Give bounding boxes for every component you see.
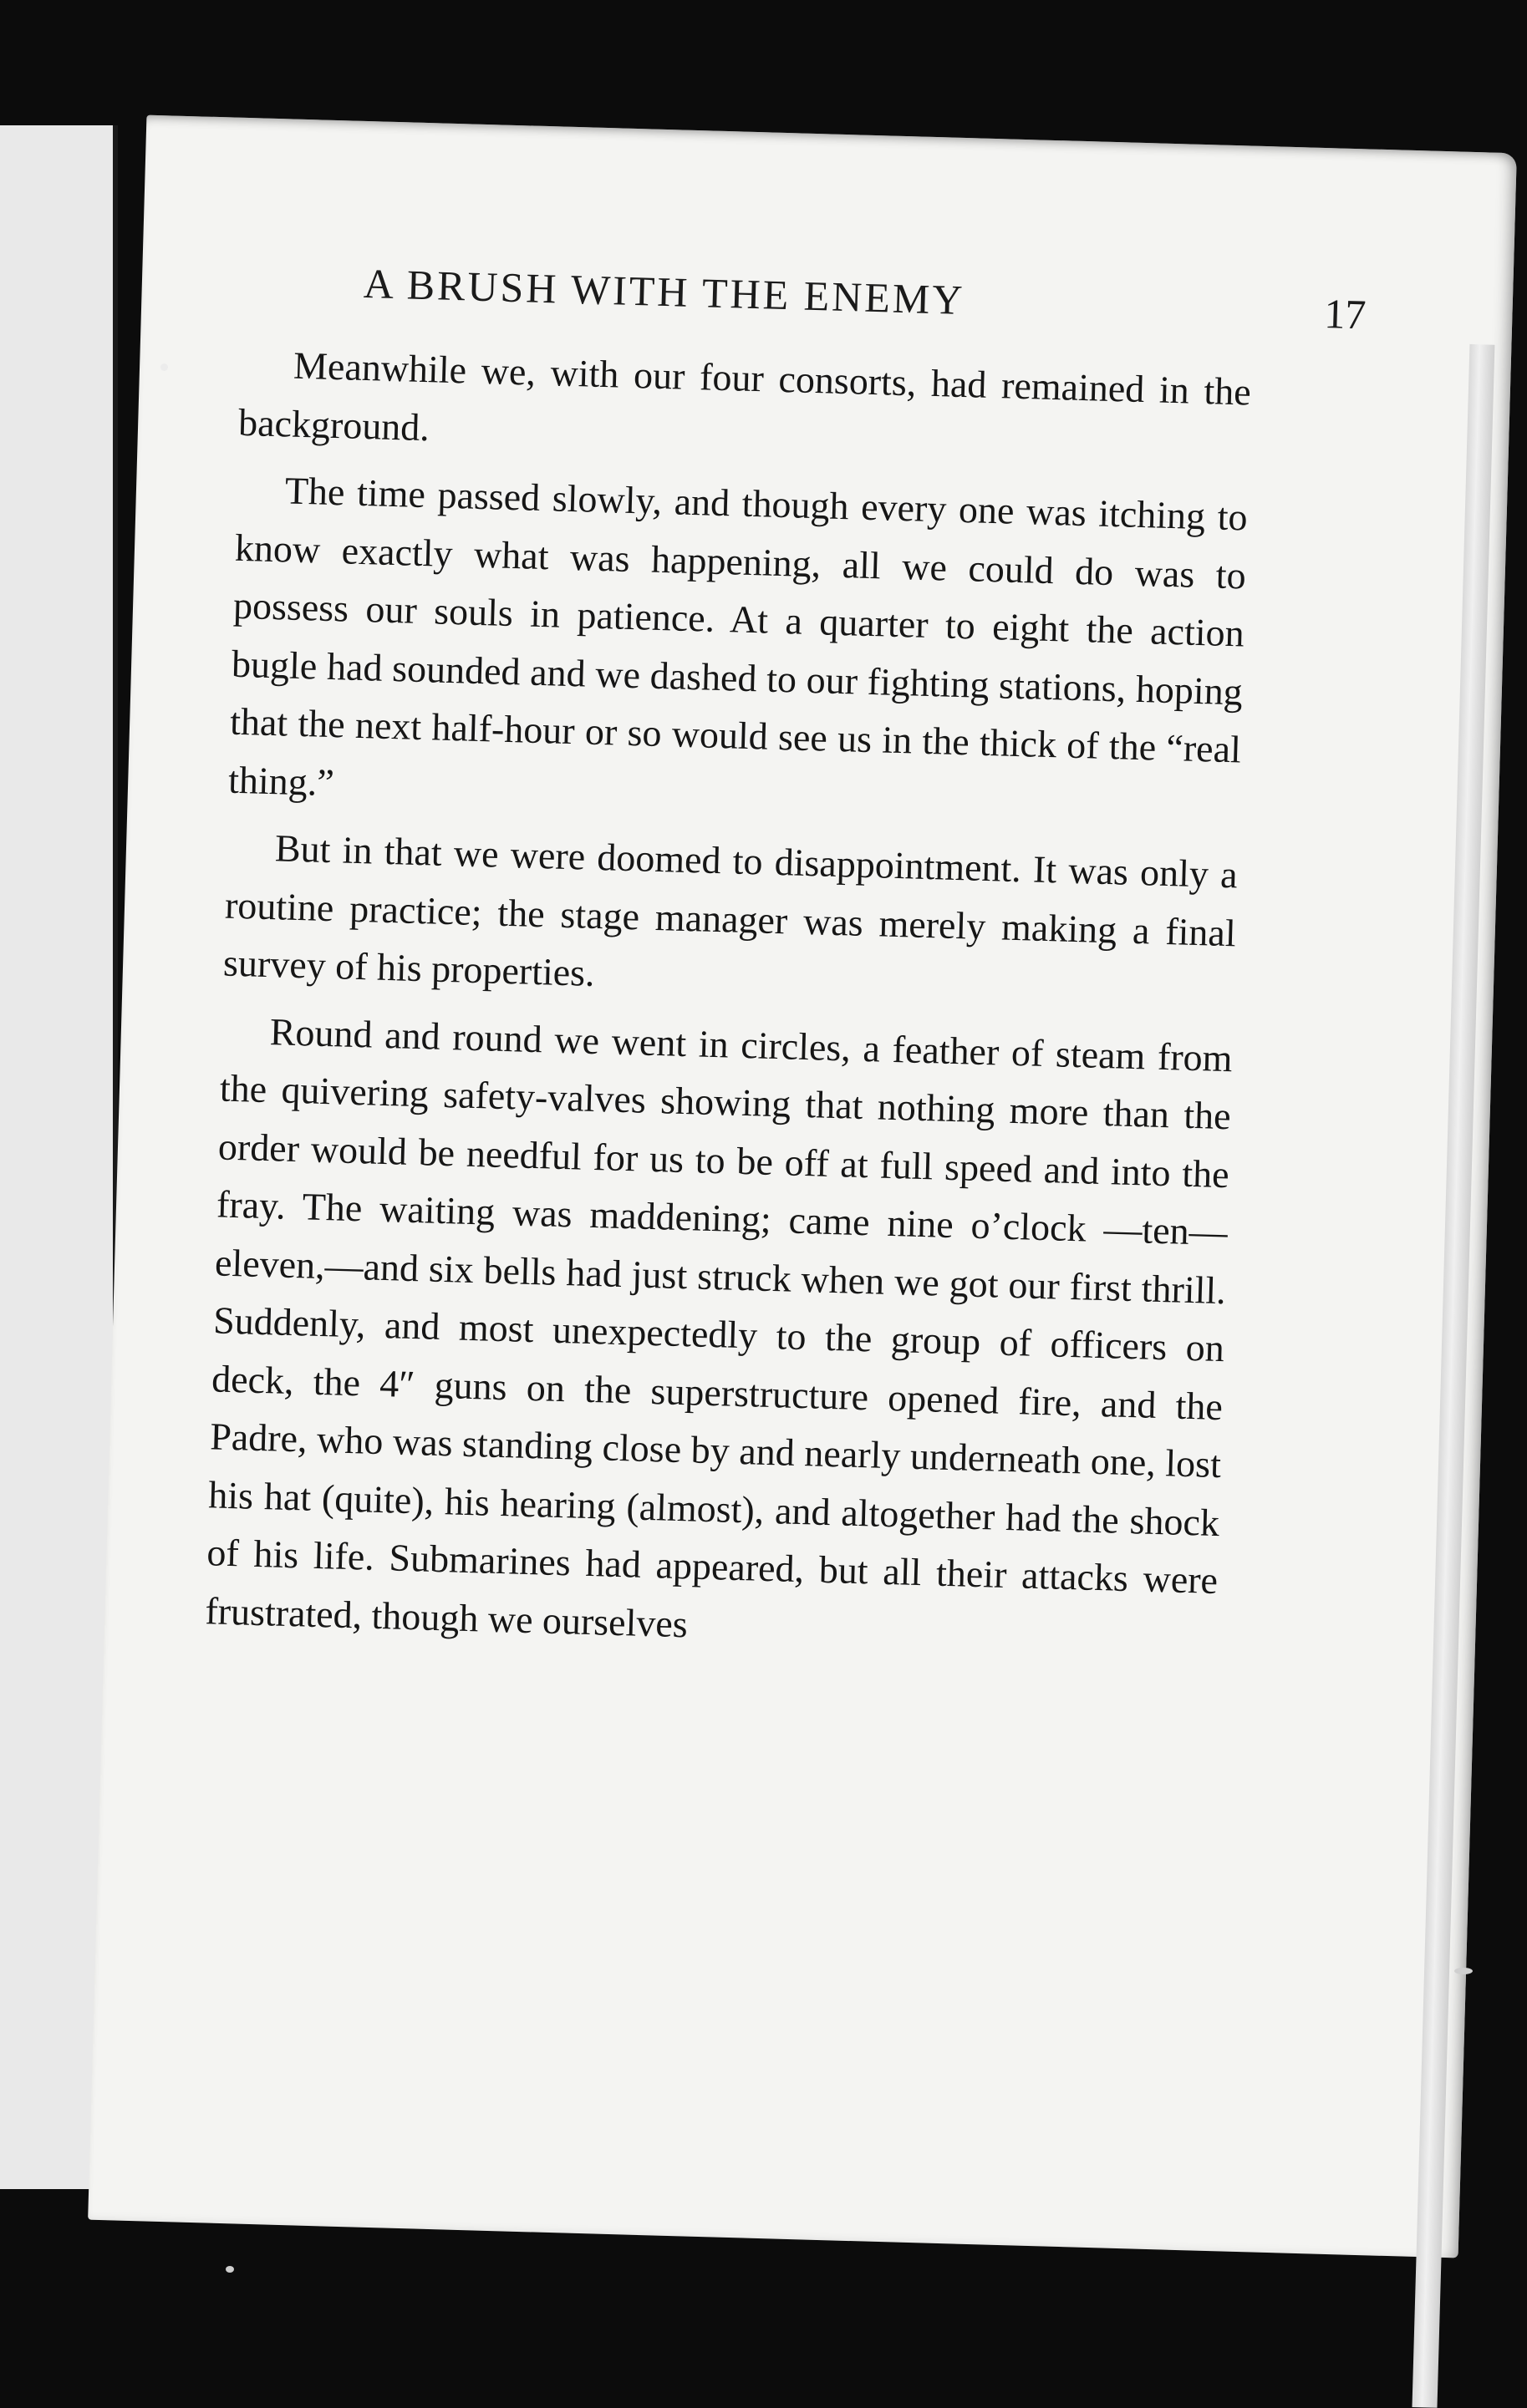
scan-speck (1454, 1968, 1473, 1974)
paragraph: But in that we were doomed to disappointment. It was only a routine practice; the stage manager was merely making a final survey of his properties. (222, 826, 1239, 994)
paragraph: The time passed slowly, and though every one was itching to know exactly what was happening, all we could do was to possess our souls in patience. At a quarter to eight the action bugle had sounded and we dashed to our fighting stations, hoping that the next half-hour or so would see us in the thick of the “real thing.” (227, 469, 1249, 804)
body-text (205, 335, 1252, 1668)
scan-speck (160, 363, 168, 371)
scan-speck (226, 2266, 234, 2273)
running-head: A BRUSH WITH THE ENEMY (363, 259, 966, 324)
paragraph: Meanwhile we, with our four consorts, had remained in the background. (237, 343, 1252, 449)
page-number: 17 (1323, 290, 1367, 338)
page-header (363, 259, 1367, 353)
paragraph: Round and round we went in circles, a feather of steam from the quivering safety-valves showing that nothing more than the order would be needful for us to be off at full speed and into the fray. The waiting was maddening; came nine o’clock —ten—eleven,—and six bells had just struck when we got our first thrill. Suddenly, and most unexpectedly to the group of officers on deck, the 4″ guns on the superstructure opened fire, and the Padre, who was standing close by and nearly underneath one, lost his hat (quite), his hearing (almost), and altogether had the shock of his life. Submarines had appeared, but all their attacks were frustrated, though we ourselves (204, 1009, 1234, 1645)
book-page (88, 115, 1517, 2258)
page-edge-shadow (1412, 344, 1494, 2408)
